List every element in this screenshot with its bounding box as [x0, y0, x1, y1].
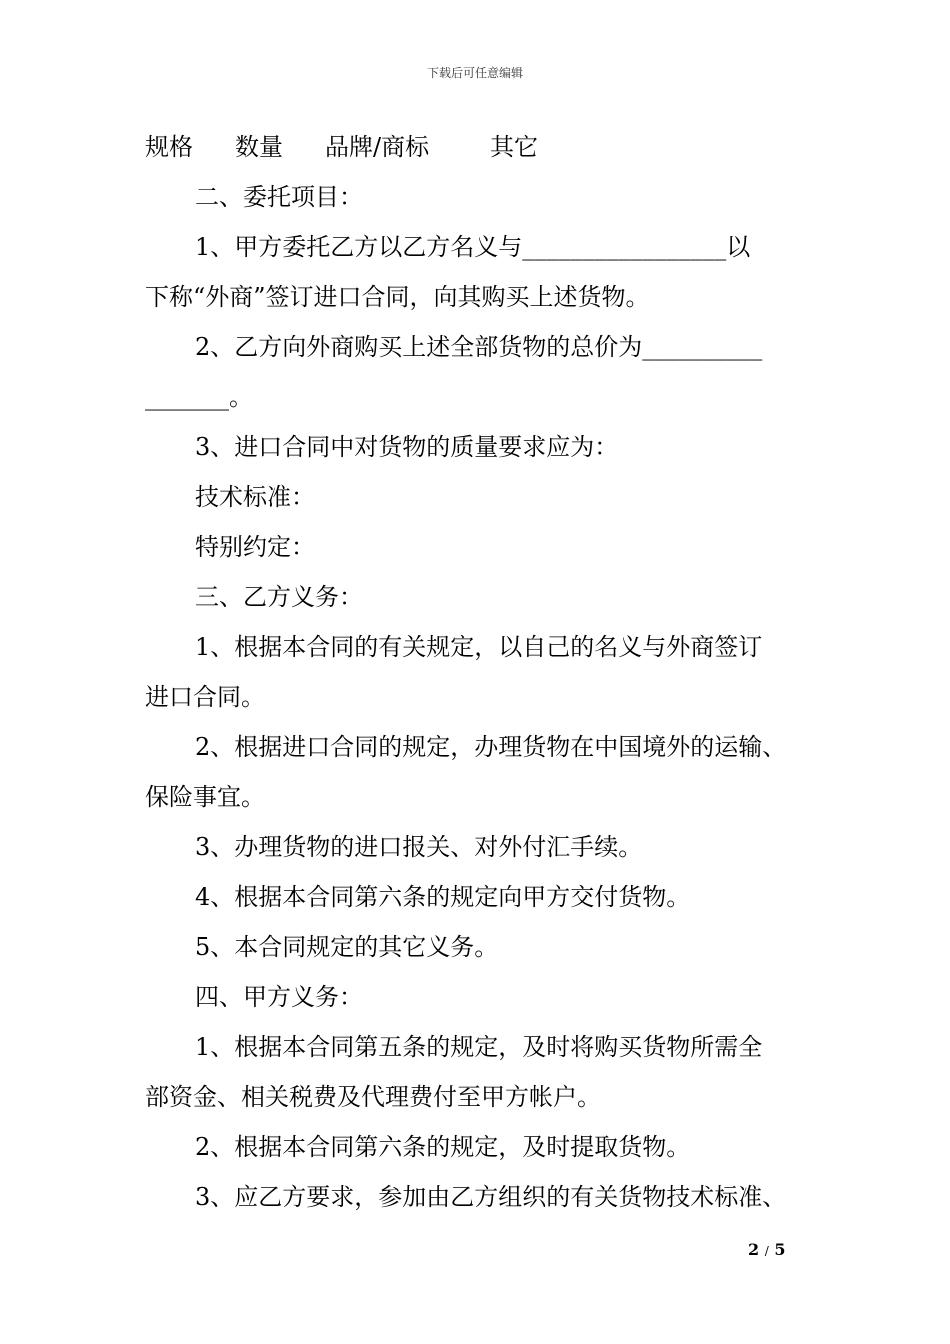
paragraph-line: 4、根据本合同第六条的规定向甲方交付货物。 — [195, 883, 691, 911]
paragraph-line: 2、乙方向外商购买上述全部货物的总价为__________ — [195, 333, 763, 361]
paragraph-line: 特别约定： — [195, 533, 315, 561]
paragraph-list — [145, 172, 825, 1222]
page-header: 下载后可任意编辑 — [426, 66, 523, 80]
spec-row — [145, 122, 825, 172]
paragraph-line: 保险事宜。 — [145, 783, 265, 811]
page-separator: / — [764, 1244, 769, 1258]
paragraph-line: 部资金、相关税费及代理费付至甲方帐户。 — [145, 1083, 601, 1111]
spec-label-shuliang: 数量 — [235, 133, 283, 161]
paragraph-line: 下称“外商”签订进口合同，向其购买上述货物。 — [145, 283, 650, 311]
paragraph-line: 四、甲方义务： — [195, 983, 363, 1011]
paragraph-line: 1、根据本合同第五条的规定，及时将购买货物所需全 — [195, 1033, 763, 1061]
paragraph-line: 进口合同。 — [145, 683, 265, 711]
paragraph-line: 技术标准： — [195, 483, 315, 511]
paragraph-line: 三、乙方义务： — [195, 583, 363, 611]
page-total: 5 — [774, 1240, 786, 1259]
paragraph-line: 1、根据本合同的有关规定，以自己的名义与外商签订 — [195, 633, 763, 661]
paragraph-line: 3、进口合同中对货物的质量要求应为： — [195, 433, 619, 461]
page-current: 2 — [748, 1240, 760, 1259]
paragraph-line: 3、应乙方要求，参加由乙方组织的有关货物技术标准、 — [195, 1183, 787, 1211]
paragraph-line: _______。 — [145, 383, 253, 411]
spec-label-guige: 规格 — [145, 133, 193, 161]
document-body — [145, 122, 825, 1222]
spec-label-other: 其它 — [490, 133, 538, 161]
spec-label-brand: 品牌/商标 — [325, 133, 430, 161]
paragraph-line: 3、办理货物的进口报关、对外付汇手续。 — [195, 833, 643, 861]
paragraph-line: 二、委托项目： — [195, 183, 363, 211]
page-number — [748, 1240, 785, 1259]
paragraph-line: 2、根据进口合同的规定，办理货物在中国境外的运输、 — [195, 733, 787, 761]
paragraph-line: 5、本合同规定的其它义务。 — [195, 933, 499, 961]
paragraph-line: 1、甲方委托乙方以乙方名义与_________________以 — [195, 233, 751, 261]
paragraph-line: 2、根据本合同第六条的规定，及时提取货物。 — [195, 1133, 691, 1161]
